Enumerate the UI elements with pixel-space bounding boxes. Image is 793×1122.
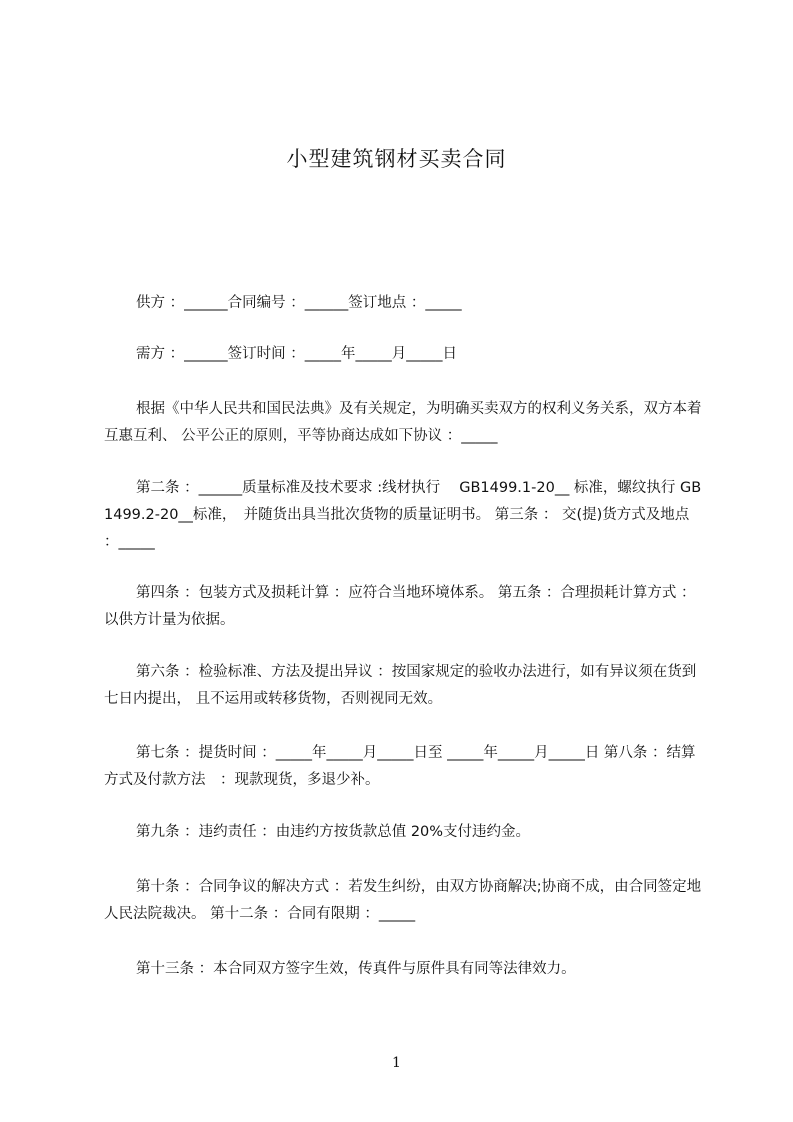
document-title: 小型建筑钢材买卖合同 (286, 147, 507, 171)
clause-10-paragraph: 第十条 ：合同争议的解决方式 ：若发生纠纷，由双方协商解决;协商不成，由合同签定地人民法院裁决。 第十二条 ：合同有限期 ：_____ (104, 879, 702, 922)
page-number: 1 (392, 1055, 401, 1071)
clause-7-paragraph: 第七条 ：提货时间 ：_____年_____月_____日至 _____年_____月_____日 第八条 ：结算方式及付款方法 ：现款现货，多退少补。 (104, 745, 696, 788)
preamble-paragraph: 根据《中华人民共和国民法典》及有关规定，为明确买卖双方的权利义务关系，双方本着互惠互利、 公平公正的原则，平等协商达成如下协议 ：_____ (104, 401, 702, 444)
clause-9-paragraph: 第九条 ：违约责任 ：由违约方按货款总值 20%支付违约金。 (136, 824, 531, 840)
party-buyer-line: 需方 ：______签订时间 ：_____年_____月_____日 (136, 346, 457, 362)
party-supplier-line: 供方 ：______合同编号 ：______签订地点 ：_____ (136, 295, 462, 311)
clause-13-paragraph: 第十三条 ：本合同双方签字生效，传真件与原件具有同等法律效力。 (136, 961, 576, 977)
clause-4-paragraph: 第四条 ：包装方式及损耗计算 ：应符合当地环境体系。 第五条 ：合理损耗计算方式 ：以供方计量为依据。 (104, 585, 696, 628)
clause-6-paragraph: 第六条 ：检验标准、方法及提出异议 ：按国家规定的验收办法进行，如有异议须在货到七日内提出， 且不运用或转移货物，否则视同无效。 (104, 664, 697, 707)
clause-2-paragraph: 第二条 ：______质量标准及技术要求 :线材执行 GB1499.1-20__ 标准，螺纹执行 GB1499.2-20__标准， 并随货出具当批次货物的质量证明书。 第三条 ： 交(提)货方式及地点 ：_____ (104, 480, 702, 550)
